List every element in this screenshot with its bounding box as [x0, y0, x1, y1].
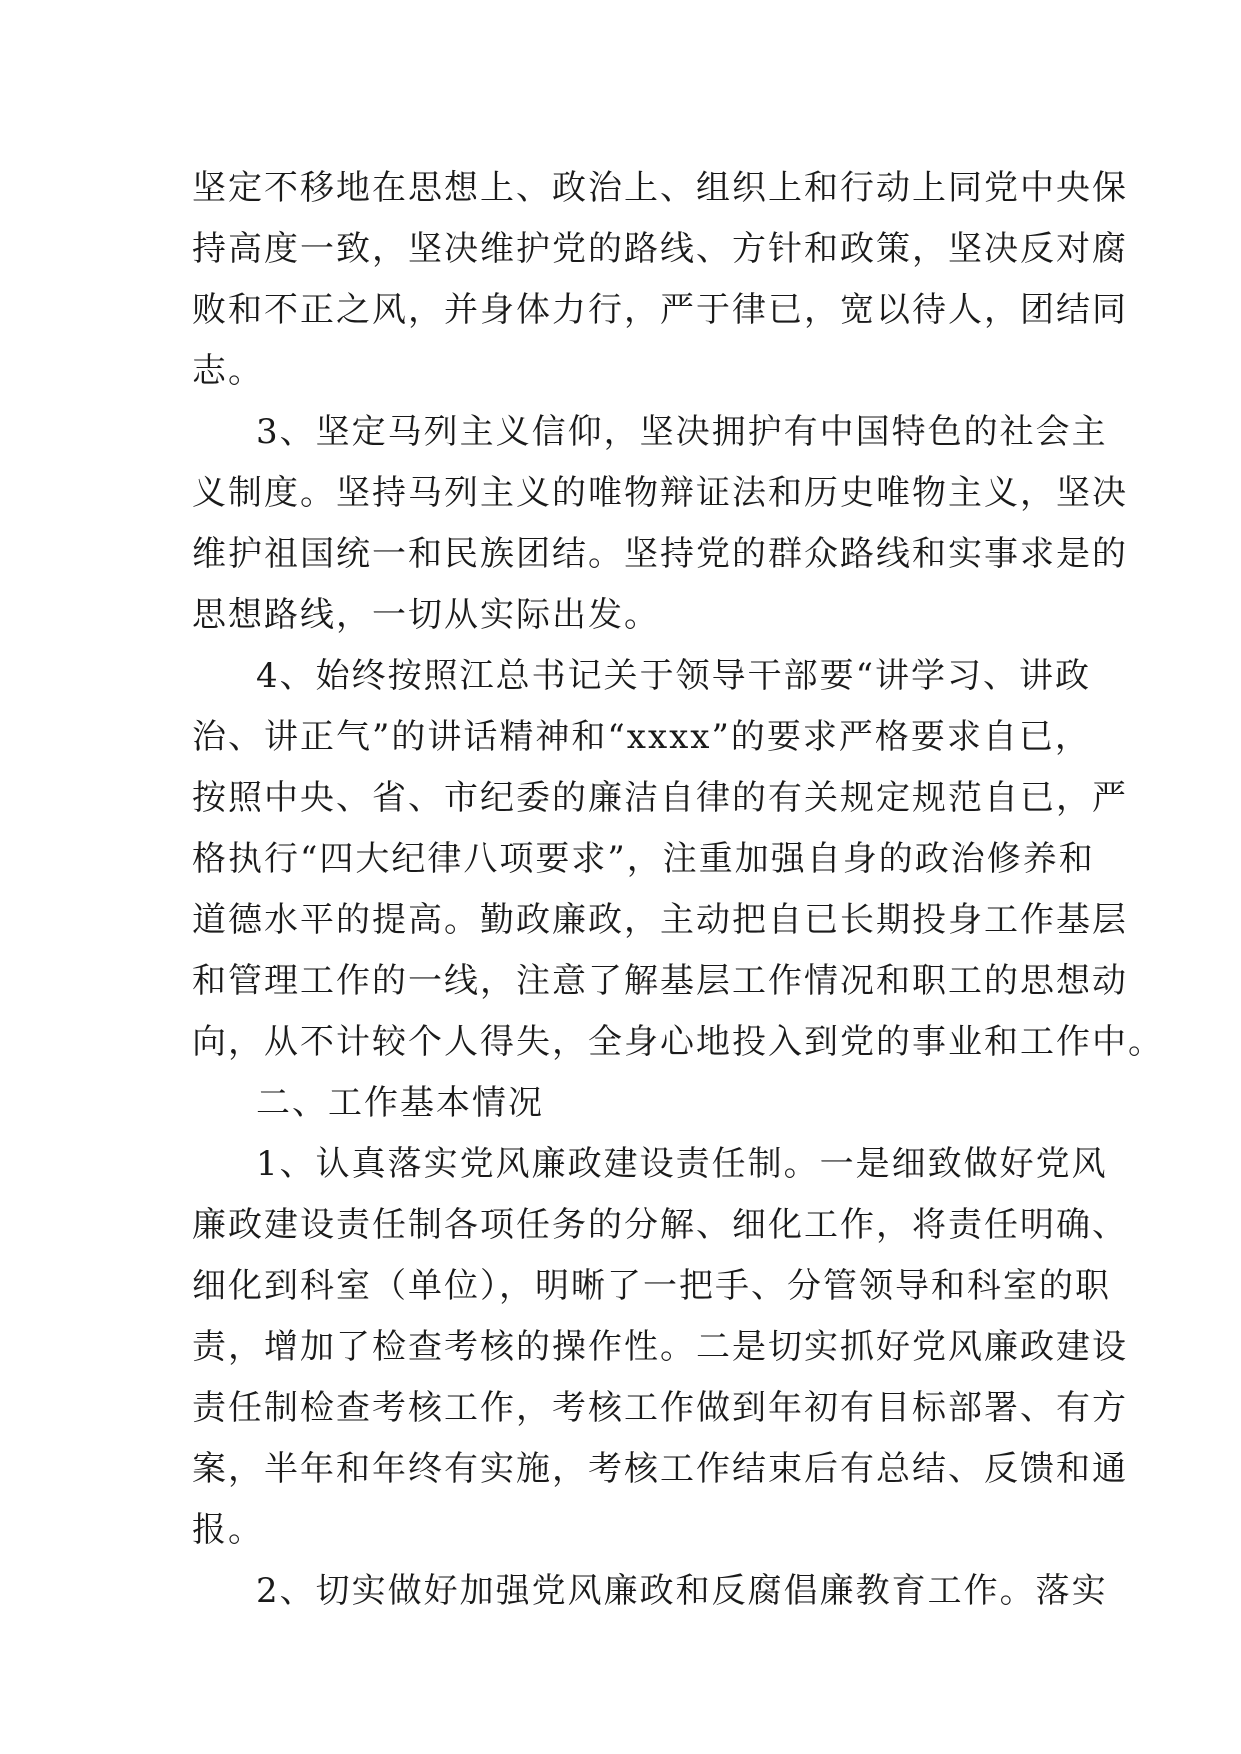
text-line-15: 向，从不计较个人得失，全身心地投入到党的事业和工作中。 — [192, 1022, 1164, 1062]
text-line-4: 志。 — [192, 351, 264, 391]
text-line-17: 1、认真落实党风廉政建设责任制。一是细致做好党风 — [256, 1144, 1108, 1184]
text-line-19: 细化到科室（单位），明晰了一把手、分管领导和科室的职 — [192, 1266, 1111, 1306]
text-line-7: 维护祖国统一和民族团结。坚持党的群众路线和实事求是的 — [192, 534, 1128, 574]
text-line-6: 义制度。坚持马列主义的唯物辩证法和历史唯物主义，坚决 — [192, 473, 1128, 513]
text-line-18: 廉政建设责任制各项任务的分解、细化工作，将责任明确、 — [192, 1205, 1128, 1245]
text-line-20: 责，增加了检查考核的操作性。二是切实抓好党风廉政建设 — [192, 1327, 1128, 1367]
text-line-21: 责任制检查考核工作，考核工作做到年初有目标部署、有方 — [192, 1388, 1128, 1428]
document-body — [192, 158, 1164, 1622]
section-heading: 二、工作基本情况 — [256, 1083, 544, 1123]
text-line-22: 案，半年和年终有实施，考核工作结束后有总结、反馈和通 — [192, 1449, 1128, 1489]
text-line-3: 败和不正之风，并身体力行，严于律已，宽以待人，团结同 — [192, 290, 1128, 330]
text-line-12: 格执行“四大纪律八项要求”，注重加强自身的政治修养和 — [192, 839, 1095, 879]
text-line-10: 治、讲正气”的讲话精神和“xxxx”的要求严格要求自已， — [192, 717, 1091, 757]
text-line-24: 2、切实做好加强党风廉政和反腐倡廉教育工作。落实 — [256, 1571, 1108, 1611]
text-line-8: 思想路线，一切从实际出发。 — [192, 595, 660, 635]
text-line-13: 道德水平的提高。勤政廉政，主动把自已长期投身工作基层 — [192, 900, 1128, 940]
text-line-23: 报。 — [192, 1510, 264, 1550]
text-line-9: 4、始终按照江总书记关于领导干部要“讲学习、讲政 — [256, 656, 1092, 696]
text-line-14: 和管理工作的一线，注意了解基层工作情况和职工的思想动 — [192, 961, 1128, 1001]
text-line-2: 持高度一致，坚决维护党的路线、方针和政策，坚决反对腐 — [192, 229, 1128, 269]
text-line-1: 坚定不移地在思想上、政治上、组织上和行动上同党中央保 — [192, 168, 1128, 208]
text-line-5: 3、坚定马列主义信仰，坚决拥护有中国特色的社会主 — [256, 412, 1108, 452]
text-line-11: 按照中央、省、市纪委的廉洁自律的有关规定规范自已，严 — [192, 778, 1128, 818]
